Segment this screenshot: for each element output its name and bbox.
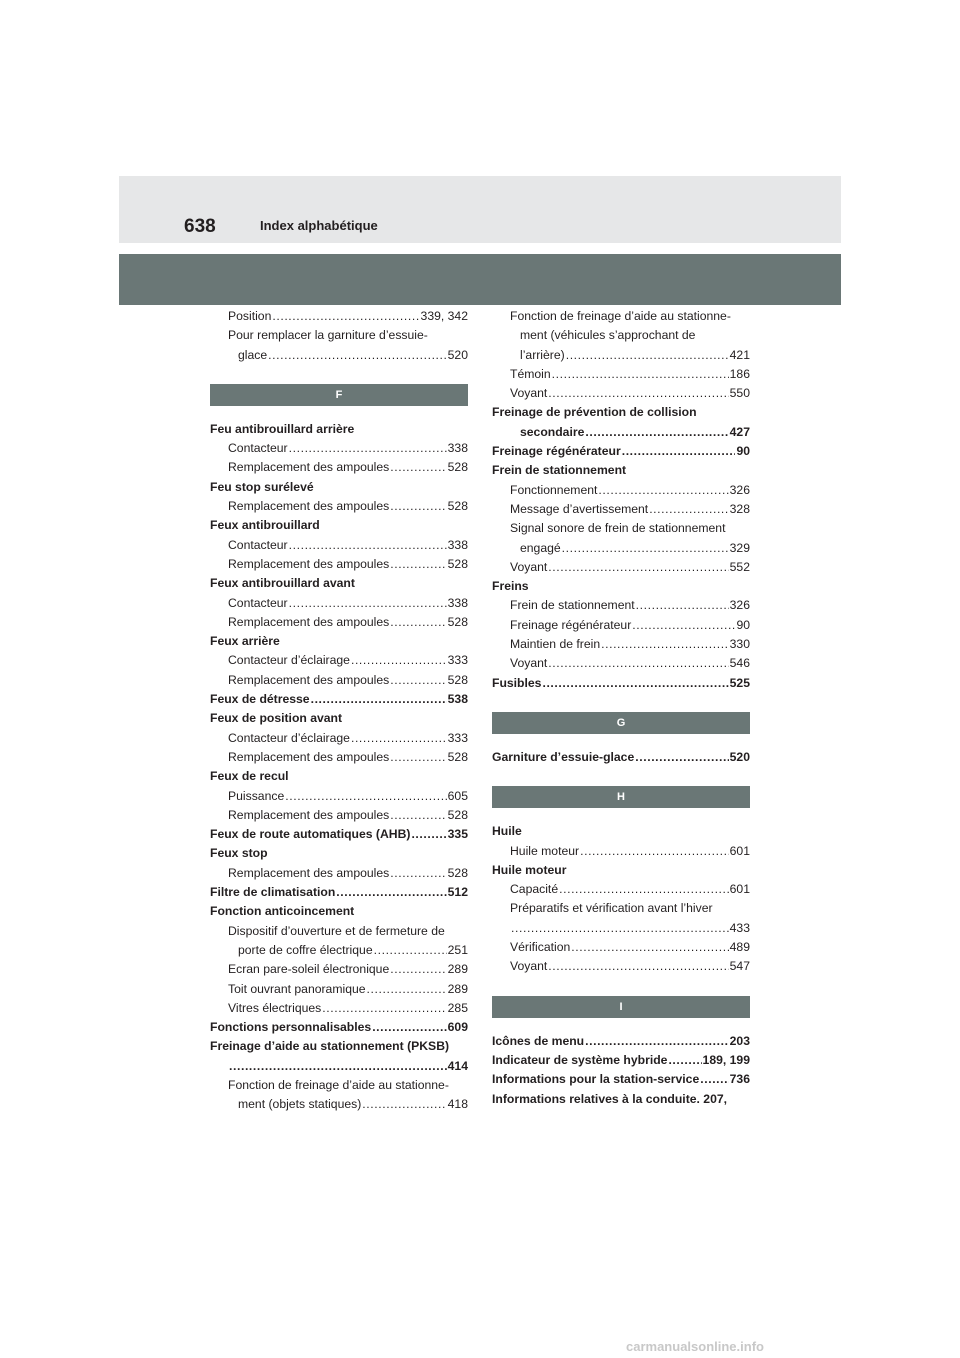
page-reference: 186 bbox=[729, 366, 750, 381]
page-reference: 339, 342 bbox=[420, 309, 468, 323]
dot-leader bbox=[311, 690, 447, 709]
entry-label: Capacité bbox=[510, 882, 559, 897]
dot-leader bbox=[390, 806, 446, 825]
index-entry bbox=[210, 497, 468, 516]
entry-label: Message d’avertissement bbox=[510, 501, 649, 516]
dot-leader bbox=[559, 880, 729, 899]
page-reference: 525 bbox=[729, 675, 750, 690]
index-entry bbox=[210, 594, 468, 613]
entry-label: Contacteur d’éclairage bbox=[228, 653, 350, 668]
page-reference: 189, 199 bbox=[702, 1052, 750, 1067]
entry-label: glace bbox=[238, 347, 268, 362]
dot-leader bbox=[548, 654, 728, 673]
dot-leader bbox=[322, 999, 446, 1018]
page-reference: 338 bbox=[447, 537, 468, 552]
index-entry bbox=[210, 671, 468, 690]
index-entry bbox=[210, 555, 468, 574]
dot-leader bbox=[390, 613, 446, 632]
page-reference: 489 bbox=[729, 940, 750, 955]
entry-label: Frein de stationnement bbox=[510, 598, 635, 613]
entry-label: porte de coffre électrique bbox=[238, 942, 373, 957]
index-entry bbox=[492, 384, 750, 403]
entry-label: secondaire bbox=[520, 424, 585, 439]
index-entry bbox=[210, 613, 468, 632]
index-entry bbox=[210, 748, 468, 767]
page-reference: 285 bbox=[447, 1000, 468, 1015]
entry-label: engagé bbox=[520, 540, 561, 555]
page-reference: 605 bbox=[447, 788, 468, 803]
index-heading: Frein de stationnement bbox=[492, 463, 627, 478]
dot-leader bbox=[566, 346, 729, 365]
index-entry bbox=[492, 748, 750, 767]
entry-label: Voyant bbox=[510, 559, 548, 574]
index-entry bbox=[492, 365, 750, 384]
page-reference: 326 bbox=[729, 598, 750, 613]
page-reference: 338 bbox=[447, 595, 468, 610]
index-entry bbox=[210, 999, 468, 1018]
dot-leader bbox=[390, 497, 446, 516]
page-reference: 546 bbox=[729, 656, 750, 671]
dot-leader bbox=[372, 1018, 446, 1037]
entry-label: Voyant bbox=[510, 656, 548, 671]
page-reference: 528 bbox=[447, 614, 468, 629]
dot-leader bbox=[411, 825, 446, 844]
index-entry bbox=[492, 674, 750, 693]
entry-label: Remplacement des ampoules bbox=[228, 460, 390, 475]
entry-label: Vitres électriques bbox=[228, 1000, 322, 1015]
page-reference: 528 bbox=[447, 499, 468, 514]
page-reference: 433 bbox=[729, 920, 750, 935]
entry-label: Remplacement des ampoules bbox=[228, 556, 390, 571]
dot-leader bbox=[511, 919, 729, 938]
index-entry bbox=[210, 439, 468, 458]
header-band bbox=[119, 254, 841, 305]
entry-label: Contacteur bbox=[228, 441, 288, 456]
page-reference: 512 bbox=[447, 885, 468, 900]
index-entry bbox=[210, 307, 468, 326]
dot-leader bbox=[390, 458, 446, 477]
index-heading: Feux antibrouillard bbox=[210, 518, 320, 533]
index-entry bbox=[492, 558, 750, 577]
dot-leader bbox=[374, 941, 447, 960]
dot-leader bbox=[390, 864, 446, 883]
entry-label: Voyant bbox=[510, 959, 548, 974]
dot-leader bbox=[649, 500, 728, 519]
index-heading: Feux de position avant bbox=[210, 711, 343, 726]
entry-label: l’arrière) bbox=[520, 347, 565, 362]
index-entry bbox=[210, 346, 468, 365]
entry-label: Toit ouvrant panoramique bbox=[228, 981, 366, 996]
letter-section-bar: I bbox=[492, 996, 750, 1018]
index-entry bbox=[492, 346, 750, 365]
entry-label: Vérification bbox=[510, 940, 571, 955]
dot-leader bbox=[351, 651, 447, 670]
dot-leader bbox=[598, 481, 728, 500]
index-entry bbox=[210, 941, 468, 960]
page-reference: 329 bbox=[729, 540, 750, 555]
page-reference: 427 bbox=[729, 424, 750, 439]
index-entry bbox=[210, 1095, 468, 1114]
page-reference: 520 bbox=[447, 347, 468, 362]
index-entry bbox=[492, 616, 750, 635]
page-number: 638 bbox=[184, 216, 216, 237]
page-reference: 528 bbox=[447, 556, 468, 571]
index-heading: Huile bbox=[492, 824, 522, 839]
dot-leader bbox=[622, 442, 736, 461]
page-reference: 528 bbox=[447, 672, 468, 687]
entry-label: Remplacement des ampoules bbox=[228, 749, 390, 764]
entry-label: Fonctionnement bbox=[510, 482, 598, 497]
index-heading: Feu stop surélevé bbox=[210, 479, 314, 494]
index-entry bbox=[210, 864, 468, 883]
entry-label: ment (objets statiques) bbox=[238, 1097, 362, 1112]
entry-label: Remplacement des ampoules bbox=[228, 807, 390, 822]
index-heading: Feux de recul bbox=[210, 769, 289, 784]
index-heading: Feu antibrouillard arrière bbox=[210, 421, 355, 436]
index-heading: Freinage de prévention de collision bbox=[492, 405, 697, 420]
index-entry bbox=[210, 883, 468, 902]
index-entry bbox=[492, 1051, 750, 1070]
dot-leader bbox=[285, 787, 446, 806]
entry-label: Filtre de climatisation bbox=[210, 885, 336, 900]
dot-leader bbox=[562, 539, 729, 558]
dot-leader bbox=[601, 635, 729, 654]
index-entry bbox=[492, 481, 750, 500]
page-reference: 538 bbox=[447, 692, 468, 707]
page-reference: 601 bbox=[729, 843, 750, 858]
entry-label: Informations pour la station-service bbox=[492, 1072, 700, 1087]
letter-section-bar: G bbox=[492, 712, 750, 734]
page-reference: 333 bbox=[447, 653, 468, 668]
page-reference: 333 bbox=[447, 730, 468, 745]
index-entry bbox=[210, 806, 468, 825]
index-entry bbox=[492, 842, 750, 861]
index-entry bbox=[210, 1018, 468, 1037]
page-reference: 289 bbox=[447, 962, 468, 977]
dot-leader bbox=[635, 748, 728, 767]
dot-leader bbox=[229, 1057, 447, 1076]
dot-leader bbox=[548, 384, 728, 403]
page-reference: 90 bbox=[736, 617, 750, 632]
dot-leader bbox=[336, 883, 446, 902]
page-reference: 335 bbox=[447, 827, 468, 842]
dot-leader bbox=[289, 536, 447, 555]
page-reference: 251 bbox=[447, 942, 468, 957]
dot-leader bbox=[548, 957, 728, 976]
entry-label: Fusibles bbox=[492, 675, 542, 690]
index-entry bbox=[492, 919, 750, 938]
index-entry bbox=[210, 980, 468, 999]
page-reference: 550 bbox=[729, 386, 750, 401]
entry-label: Remplacement des ampoules bbox=[228, 614, 390, 629]
dot-leader bbox=[390, 960, 446, 979]
entry-label: Freinage régénérateur bbox=[492, 444, 621, 459]
page-reference: 414 bbox=[447, 1058, 468, 1073]
index-entry bbox=[492, 500, 750, 519]
page-reference: 528 bbox=[447, 749, 468, 764]
index-entry-text: Informations relatives à la conduite. 207, bbox=[492, 1091, 728, 1106]
index-heading: Freins bbox=[492, 579, 529, 594]
page-reference: 326 bbox=[729, 482, 750, 497]
index-heading: Freinage d’aide au stationnement (PKSB) bbox=[210, 1039, 450, 1054]
page-reference: 552 bbox=[729, 559, 750, 574]
dot-leader bbox=[390, 748, 446, 767]
dot-leader bbox=[272, 307, 419, 326]
dot-leader bbox=[585, 423, 728, 442]
index-entry bbox=[492, 654, 750, 673]
index-entry bbox=[492, 539, 750, 558]
index-entry-text: Pour remplacer la garniture d’essuie- bbox=[228, 328, 428, 343]
page-header bbox=[119, 176, 841, 243]
index-entry-text: Fonction de freinage d’aide au stationne- bbox=[228, 1077, 449, 1092]
dot-leader bbox=[362, 1095, 446, 1114]
index-entry bbox=[210, 729, 468, 748]
letter-section-bar: H bbox=[492, 786, 750, 808]
entry-label: Témoin bbox=[510, 366, 551, 381]
dot-leader bbox=[542, 674, 728, 693]
index-heading: Feux arrière bbox=[210, 634, 280, 649]
index-entry bbox=[492, 938, 750, 957]
dot-leader bbox=[367, 980, 447, 999]
entry-label: Voyant bbox=[510, 386, 548, 401]
dot-leader bbox=[351, 729, 447, 748]
index-entry-text: ment (véhicules s’approchant de bbox=[520, 328, 696, 343]
page-reference: 203 bbox=[729, 1033, 750, 1048]
dot-leader bbox=[390, 671, 446, 690]
page-reference: 338 bbox=[447, 441, 468, 456]
index-entry bbox=[210, 1057, 468, 1076]
page-reference: 547 bbox=[729, 959, 750, 974]
page-reference: 90 bbox=[736, 444, 750, 459]
index-entry bbox=[492, 442, 750, 461]
entry-label: Remplacement des ampoules bbox=[228, 865, 390, 880]
entry-label: Indicateur de système hybride bbox=[492, 1052, 668, 1067]
index-entry bbox=[492, 880, 750, 899]
index-entry-text: Fonction de freinage d’aide au stationne- bbox=[510, 309, 731, 323]
section-title: Index alphabétique bbox=[260, 218, 378, 233]
dot-leader bbox=[289, 594, 447, 613]
entry-label: Contacteur bbox=[228, 537, 288, 552]
index-entry bbox=[492, 596, 750, 615]
dot-leader bbox=[700, 1070, 728, 1089]
page-reference: 418 bbox=[447, 1097, 468, 1112]
index-entry bbox=[492, 1032, 750, 1051]
index-entry bbox=[492, 1070, 750, 1089]
index-heading: Huile moteur bbox=[492, 862, 567, 877]
entry-label: Garniture d’essuie-glace bbox=[492, 749, 635, 764]
page-reference: 421 bbox=[729, 347, 750, 362]
index-heading: Feux stop bbox=[210, 846, 268, 861]
dot-leader bbox=[636, 596, 729, 615]
dot-leader bbox=[632, 616, 735, 635]
index-entry bbox=[492, 635, 750, 654]
index-column-left bbox=[210, 307, 468, 1115]
entry-label: Puissance bbox=[228, 788, 285, 803]
entry-label: Contacteur d’éclairage bbox=[228, 730, 350, 745]
entry-label: Fonctions personnalisables bbox=[210, 1020, 372, 1035]
entry-label: Remplacement des ampoules bbox=[228, 499, 390, 514]
dot-leader bbox=[585, 1032, 729, 1051]
entry-label: Position bbox=[228, 309, 272, 323]
page-reference: 528 bbox=[447, 807, 468, 822]
dot-leader bbox=[390, 555, 446, 574]
dot-leader bbox=[571, 938, 728, 957]
index-entry bbox=[210, 458, 468, 477]
page-reference: 528 bbox=[447, 460, 468, 475]
index-entry-text: Dispositif d’ouverture et de fermeture de bbox=[228, 923, 445, 938]
entry-label: Maintien de frein bbox=[510, 637, 601, 652]
entry-label: Feux de route automatiques (AHB) bbox=[210, 827, 411, 842]
page-reference: 328 bbox=[729, 501, 750, 516]
index-entry bbox=[210, 690, 468, 709]
index-entry bbox=[492, 957, 750, 976]
dot-leader bbox=[668, 1051, 701, 1070]
dot-leader bbox=[580, 842, 729, 861]
entry-label: Contacteur bbox=[228, 595, 288, 610]
entry-label: Freinage régénérateur bbox=[510, 617, 632, 632]
page-reference: 520 bbox=[729, 749, 750, 764]
dot-leader bbox=[289, 439, 447, 458]
index-entry bbox=[210, 787, 468, 806]
dot-leader bbox=[552, 365, 729, 384]
dot-leader bbox=[268, 346, 447, 365]
index-entry bbox=[492, 423, 750, 442]
index-entry-text: Signal sonore de frein de stationnement bbox=[510, 521, 726, 536]
entry-label: Feux de détresse bbox=[210, 692, 310, 707]
entry-label: Ecran pare-soleil électronique bbox=[228, 962, 390, 977]
entry-label: Remplacement des ampoules bbox=[228, 672, 390, 687]
page-reference: 609 bbox=[447, 1020, 468, 1035]
page-reference: 528 bbox=[447, 865, 468, 880]
dot-leader bbox=[548, 558, 728, 577]
page-reference: 601 bbox=[729, 882, 750, 897]
index-entry bbox=[210, 960, 468, 979]
index-entry bbox=[210, 536, 468, 555]
index-entry bbox=[210, 825, 468, 844]
page-reference: 289 bbox=[447, 981, 468, 996]
entry-label: Icônes de menu bbox=[492, 1033, 585, 1048]
page-reference: 736 bbox=[729, 1072, 750, 1087]
letter-section-bar: F bbox=[210, 384, 468, 406]
index-entry bbox=[210, 651, 468, 670]
watermark: carmanualsonline.info bbox=[626, 1339, 764, 1354]
index-entry-text: Préparatifs et vérification avant l’hiver bbox=[510, 901, 713, 916]
index-heading: Fonction anticoincement bbox=[210, 904, 355, 919]
index-heading: Feux antibrouillard avant bbox=[210, 576, 355, 591]
index-column-right bbox=[492, 307, 750, 1109]
page-reference: 330 bbox=[729, 637, 750, 652]
entry-label: Huile moteur bbox=[510, 843, 580, 858]
